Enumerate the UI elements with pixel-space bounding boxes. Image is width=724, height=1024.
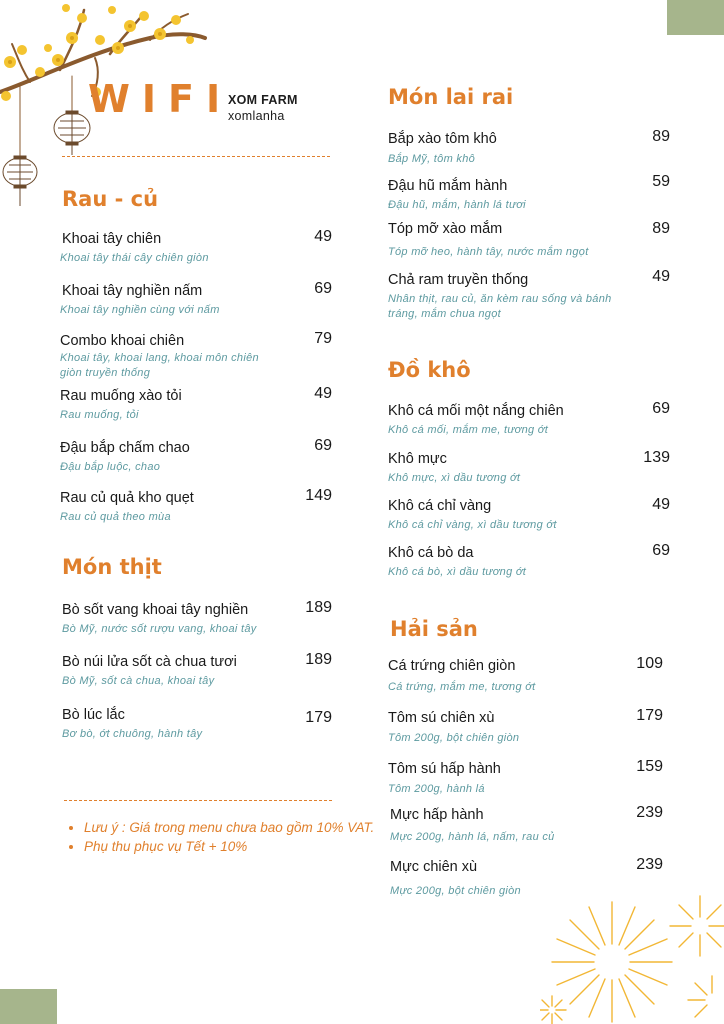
menu-item-desc: Mực 200g, hành lá, nấm, rau củ xyxy=(390,831,555,843)
menu-item-desc: Nhân thịt, rau củ, ăn kèm rau sống và bánh tráng, mắm chua ngọt xyxy=(388,293,612,320)
menu-item-price: 49 xyxy=(314,385,332,402)
menu-item-desc: Tôm 200g, bột chiên giòn xyxy=(388,732,520,744)
menu-item-price: 89 xyxy=(652,128,670,145)
menu-item-name: Combo khoai chiên xyxy=(60,333,185,349)
notes-list xyxy=(62,818,384,856)
menu-item-price: 89 xyxy=(652,220,670,237)
notes-divider xyxy=(64,800,332,801)
menu-item-name: Khô cá mối một nắng chiên xyxy=(388,403,564,419)
menu-item-price: 69 xyxy=(314,437,332,454)
menu-item-price: 239 xyxy=(636,804,663,821)
menu-item-desc: Đậu bắp luộc, chao xyxy=(60,461,161,473)
firework-illustration xyxy=(540,880,724,1024)
menu-item-price: 69 xyxy=(652,542,670,559)
header-divider xyxy=(62,156,330,157)
menu-item-price: 59 xyxy=(652,173,670,190)
section-title-do-kho: Đồ khô xyxy=(388,358,471,382)
menu-item-desc: Bò Mỹ, nước sốt rượu vang, khoai tây xyxy=(62,623,257,635)
menu-item-name: Bò sốt vang khoai tây nghiền xyxy=(62,602,249,618)
menu-item-desc: Khô cá mối, mắm me, tương ớt xyxy=(388,424,549,436)
wifi-title: WIFI xyxy=(88,77,233,121)
note-tet-surcharge: • Phụ thu phục vụ Tết + 10% xyxy=(84,837,384,856)
menu-item-desc: Cá trứng, mắm me, tương ớt xyxy=(388,681,536,693)
menu-item-price: 179 xyxy=(636,707,663,724)
menu-item-name: Bắp xào tôm khô xyxy=(388,131,497,147)
menu-item-name: Đậu bắp chấm chao xyxy=(60,440,190,456)
menu-item-price: 189 xyxy=(305,651,332,668)
menu-item-name: Bò núi lửa sốt cà chua tươi xyxy=(62,654,237,670)
corner-block-top-right xyxy=(667,0,724,35)
menu-item-price: 239 xyxy=(636,856,663,873)
menu-item-price: 149 xyxy=(305,487,332,504)
menu-item-desc: Khô cá chỉ vàng, xì dầu tương ớt xyxy=(388,519,557,531)
menu-item-desc: Tôm 200g, hành lá xyxy=(388,783,485,795)
menu-item-name: Đậu hũ mắm hành xyxy=(388,178,508,194)
menu-item-price: 189 xyxy=(305,599,332,616)
menu-item-name: Mực hấp hành xyxy=(390,807,484,823)
section-title-mon-lai-rai: Món lai rai xyxy=(388,85,514,109)
menu-item-desc: Đậu hũ, mắm, hành lá tươi xyxy=(388,199,526,211)
menu-item-desc: Rau muống, tỏi xyxy=(60,409,139,421)
farm-name: XOM FARM xyxy=(228,93,298,107)
menu-item-name: Chả ram truyền thống xyxy=(388,272,529,288)
menu-item-name: Tôm sú hấp hành xyxy=(388,761,501,777)
section-title-mon-thit: Món thịt xyxy=(62,555,162,579)
menu-item-price: 49 xyxy=(652,268,670,285)
corner-block-bottom-left xyxy=(0,989,57,1024)
menu-item-name: Bò lúc lắc xyxy=(62,707,125,723)
menu-item-price: 139 xyxy=(643,449,670,466)
menu-item-desc: Khoai tây, khoai lang, khoai môn chiên giòn truyền thống xyxy=(60,352,259,379)
menu-item-name: Tôm sú chiên xù xyxy=(388,710,495,726)
menu-item-price: 179 xyxy=(305,709,332,726)
menu-item-price: 109 xyxy=(636,655,663,672)
menu-item-name: Khô cá bò da xyxy=(388,545,474,561)
menu-item-name: Rau muống xào tỏi xyxy=(60,388,182,404)
menu-item-desc: Mực 200g, bột chiên giòn xyxy=(390,885,521,897)
menu-item-price: 69 xyxy=(652,400,670,417)
menu-item-name: Khoai tây chiên xyxy=(62,231,162,247)
section-title-rau-cu: Rau - củ xyxy=(62,187,159,211)
menu-item-desc: Tóp mỡ heo, hành tây, nước mắm ngọt xyxy=(388,246,589,258)
menu-item-desc: Rau củ quả theo mùa xyxy=(60,511,171,523)
menu-item-desc: Bắp Mỹ, tôm khô xyxy=(388,153,476,165)
menu-item-name: Mực chiên xù xyxy=(390,859,478,875)
menu-item-desc: Bò Mỹ, sốt cà chua, khoai tây xyxy=(62,675,215,687)
menu-item-desc: Bơ bò, ớt chuông, hành tây xyxy=(62,728,203,740)
menu-item-name: Cá trứng chiên giòn xyxy=(388,658,516,674)
menu-item-price: 49 xyxy=(652,496,670,513)
menu-item-price: 69 xyxy=(314,280,332,297)
menu-item-price: 79 xyxy=(314,330,332,347)
menu-item-name: Khô cá chỉ vàng xyxy=(388,498,492,514)
menu-item-name: Khoai tây nghiền nấm xyxy=(62,283,203,299)
menu-item-desc: Khô mực, xì dầu tương ớt xyxy=(388,472,521,484)
section-title-hai-san: Hải sản xyxy=(390,617,478,641)
menu-item-desc: Khoai tây thái cây chiên giòn xyxy=(60,252,209,264)
menu-item-desc: Khô cá bò, xì dầu tương ớt xyxy=(388,566,527,578)
menu-item-name: Khô mực xyxy=(388,451,447,467)
note-vat: • Lưu ý : Giá trong menu chưa bao gồm 10% VAT. xyxy=(84,818,384,837)
menu-item-desc: Khoai tây nghiền cùng với nấm xyxy=(60,304,220,316)
menu-item-price: 159 xyxy=(636,758,663,775)
farm-handle: xomlanha xyxy=(228,109,285,123)
menu-item-name: Tóp mỡ xào mắm xyxy=(388,221,503,237)
menu-item-price: 49 xyxy=(314,228,332,245)
menu-item-name: Rau củ quả kho quẹt xyxy=(60,490,194,506)
